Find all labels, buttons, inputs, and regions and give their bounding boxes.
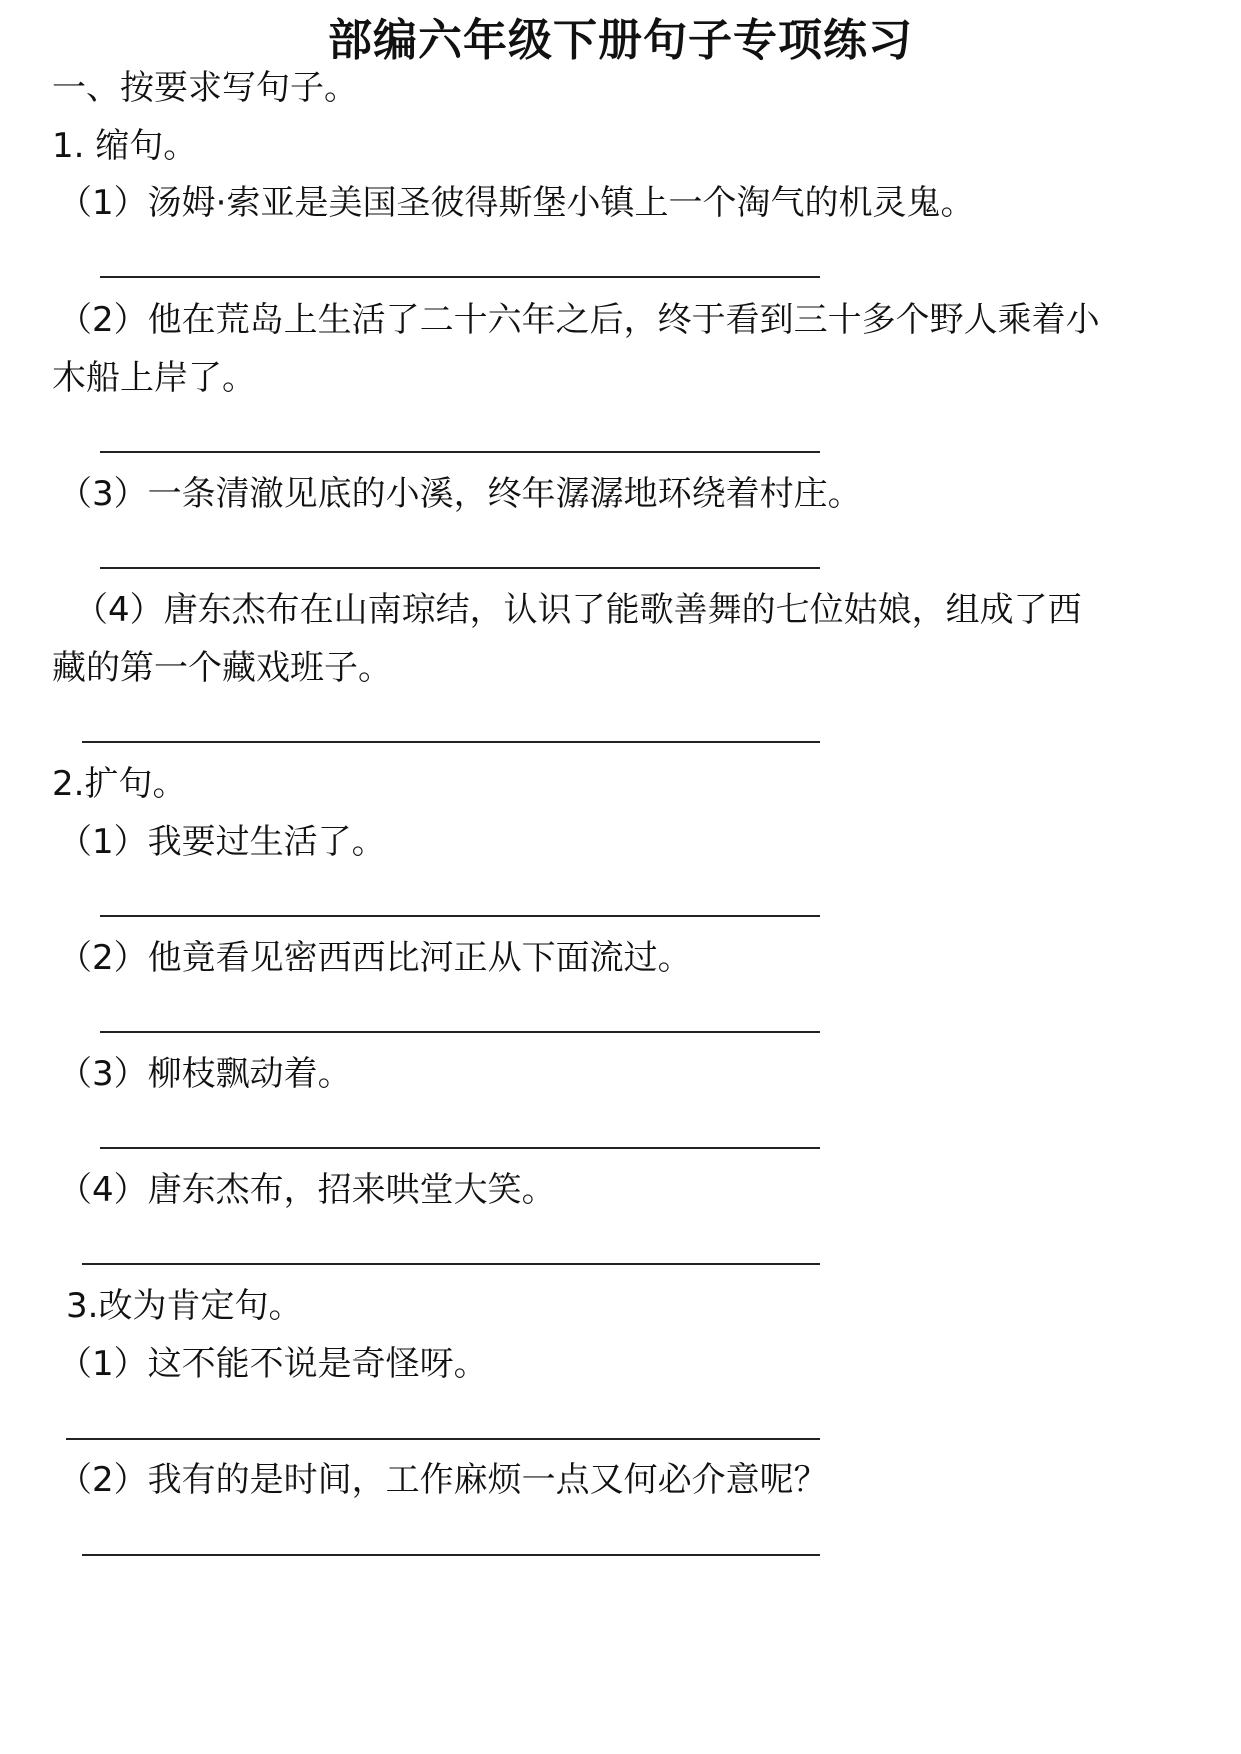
q2-item-4: （4）唐东杰布，招来哄堂大笑。 bbox=[58, 1170, 556, 1210]
answer-line-q1-1[interactable] bbox=[100, 276, 820, 278]
answer-line-q3-1[interactable] bbox=[66, 1438, 820, 1440]
answer-line-q2-3[interactable] bbox=[100, 1147, 820, 1149]
q1-item-3: （3）一条清澈见底的小溪，终年潺潺地环绕着村庄。 bbox=[58, 474, 862, 514]
question-2-label: 2.扩句。 bbox=[52, 764, 187, 804]
answer-line-q1-4[interactable] bbox=[82, 741, 820, 743]
answer-line-q1-3[interactable] bbox=[100, 567, 820, 569]
q1-item-4-line-1: （4）唐东杰布在山南琼结，认识了能歌善舞的七位姑娘，组成了西 bbox=[74, 590, 1082, 630]
q1-item-2-line-1: （2）他在荒岛上生活了二十六年之后，终于看到三十多个野人乘着小 bbox=[58, 300, 1100, 340]
question-1-label: 1. 缩句。 bbox=[52, 126, 198, 166]
page-title: 部编六年级下册句子专项练习 bbox=[328, 15, 913, 66]
answer-line-q3-2[interactable] bbox=[82, 1554, 820, 1556]
q3-item-2: （2）我有的是时间，工作麻烦一点又何必介意呢？ bbox=[58, 1460, 828, 1500]
answer-line-q2-1[interactable] bbox=[100, 915, 820, 917]
answer-line-q2-4[interactable] bbox=[82, 1263, 820, 1265]
q2-item-3: （3）柳枝飘动着。 bbox=[58, 1054, 352, 1094]
q1-item-2-line-2: 木船上岸了。 bbox=[52, 358, 256, 398]
q1-item-4-line-2: 藏的第一个藏戏班子。 bbox=[52, 648, 392, 688]
answer-line-q2-2[interactable] bbox=[100, 1031, 820, 1033]
question-3-label: 3.改为肯定句。 bbox=[66, 1286, 303, 1326]
q1-item-1: （1）汤姆·索亚是美国圣彼得斯堡小镇上一个淘气的机灵鬼。 bbox=[58, 183, 975, 223]
answer-line-q1-2[interactable] bbox=[100, 451, 820, 453]
section-heading: 一、按要求写句子。 bbox=[52, 68, 358, 108]
q3-item-1: （1）这不能不说是奇怪呀。 bbox=[58, 1344, 488, 1384]
q2-item-1: （1）我要过生活了。 bbox=[58, 822, 386, 862]
q2-item-2: （2）他竟看见密西西比河正从下面流过。 bbox=[58, 938, 692, 978]
